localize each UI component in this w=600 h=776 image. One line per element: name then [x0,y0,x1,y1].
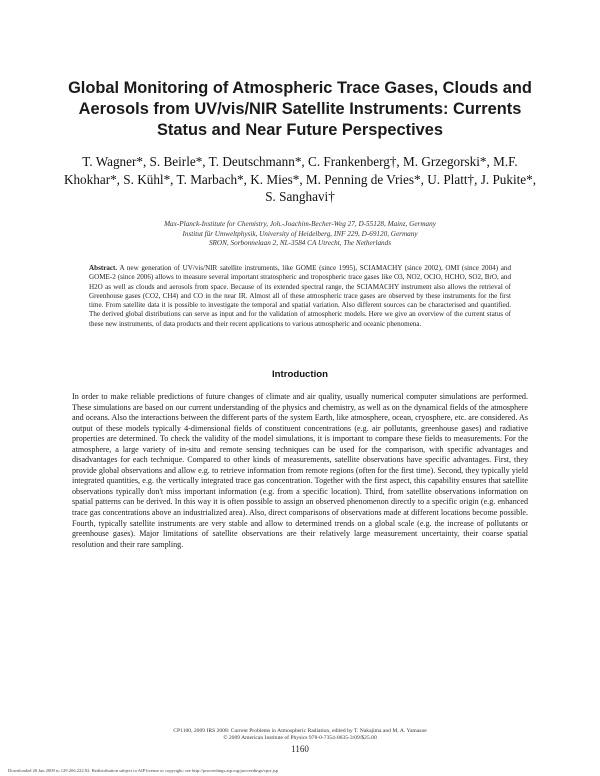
copyright-line: © 2009 American Institute of Physics 978-0-7354-0635-3/09/$25.00 [223,735,377,742]
copyright-notice [150,728,450,742]
abstract [89,264,511,329]
copyright-line: CP1100, 2009 IRS 2008: Current Problems in Atmospheric Radiation, edited by T. Nakajima and M. A. Yamasoe [173,728,427,734]
abstract-text: A new generation of UV/vis/NIR satellite instruments, like GOME (since 1995), SCIAMACHY (since 2002), OMI (since 2004) and GOME-2 (since 2006) allows to measure several important stratospheric and tropospheric trace gases like O3, NO2, OClO, HCHO, SO2, BrO, and H2O as well as clouds and aerosols from space. Because of its extended spectral range, the SCIAMACHY instrument also allows the retrieval of Greenhouse gases (CO2, CH4) and CO in the near IR. Almost all of these atmospheric trace gases are observed by these instruments for the first time. From satellite data it is possible to investigate the temporal and spatial variation. Also different sources can be characterised and quantified. The derived global distributions can serve as input and for the validation of atmospheric models. Here we give an overview of the current status of these new instruments, of data products and their recent applications to various atmospheric and oceanic phenomena. [89,264,511,328]
affiliation-line: SRON, Sorbonnelaan 2, NL-3584 CA Utrecht, The Netherlands [208,239,392,248]
abstract-label: Abstract. [89,264,118,272]
page-number: 1160 [291,744,309,754]
affiliation-line: Institut für Umweltphysik, University of Heidelberg, INF 229, D-69120, Germany [182,229,418,238]
paper-title: Global Monitoring of Atmospheric Trace Gases, Clouds and Aerosols from UV/vis/NIR Satellite Instruments: Currents Status and Near Future Perspectives [68,79,532,139]
download-footer: Downloaded 26 Jan 2009 to 129.206.222.92. Redistribution subject to AIP license or copyright; see http://proceedings.aip.org/proceedings/cpcr.jsp [8,768,279,773]
section-heading: Introduction [272,369,328,380]
affiliation-line: Max-Planck-Institute for Chemistry, Joh.-Joachim-Becher-Weg 27, D-55128, Mainz, Germany [164,220,436,228]
affiliations [90,220,510,249]
introduction-paragraph: In order to make reliable predictions of future changes of climate and air quality, usually numerical computer simulations are performed. These simulations are based on our current understanding of the physics and chemistry, as well as on the dynamical fields of the atmosphere and oceans. Also the interactions between the different parts of the system Earth, like atmosphere, ocean, cryosphere, etc. are considered. As output of these models typically 4-dimensional fields of constituent concentrations (e.g. air pollutants, greenhouse gases) and radiative properties are determined. To check the validity of the model simulations, it is important to compare these fields to measurements. For the atmosphere, a large variety of in-situ and remote sensing techniques can be used for the comparison, with specific advantages and disadvantages for each technique. Compared to other kinds of measurements, satellite observations have specific advantages. First, they provide global observations and allow e.g. to retrieve information from remote regions (often for the first time). Second, they typically yield integrated quantities, e.g. the vertically integrated trace gas concentration. Together with the first aspect, this capability ensures that satellite observations typically don't miss important information (e.g. from a specific location). Third, from satellite observations information on spatial patterns can be derived. In this way it is often possible to assign an observed phenomenon directly to a specific origin (e.g. enhanced trace gas concentrations above an industrialized area). Also, direct comparisons of observations made at different locations become possible. Fourth, typically satellite instruments are very stable and allow to determined trends on a global scale (e.g. the increase of pollutants or greenhouse gases). Major limitations of satellite observations are their relatively large measurement uncertainty, their coarse spatial resolution and their rare sampling. [72,392,528,549]
author-list: T. Wagner*, S. Beirle*, T. Deutschmann*, C. Frankenberg†, M. Grzegorski*, M.F. Khokhar*, S. Kühl*, T. Marbach*, K. Mies*, M. Penning de Vries*, U. Platt†, J. Pukite*, S. Sanghavi† [63,154,537,204]
